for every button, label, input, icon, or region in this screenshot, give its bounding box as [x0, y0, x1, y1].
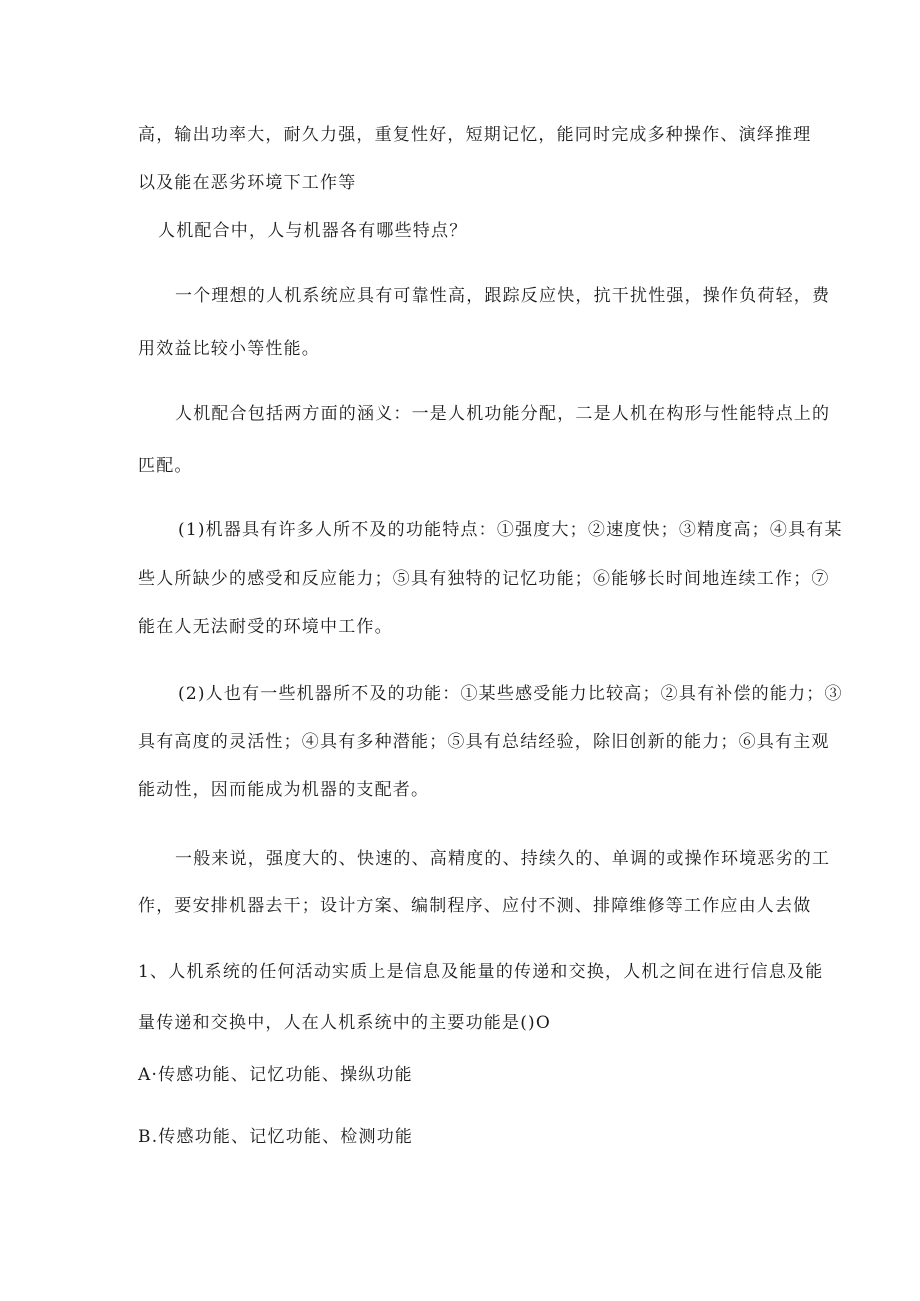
paragraph-line: 能动性，因而能成为机器的支配者。	[138, 780, 430, 800]
paragraph-line: (2)人也有一些机器所不及的功能：①某些感受能力比较高；②具有补偿的能力；③	[178, 684, 843, 704]
paragraph-line: 高，输出功率大，耐久力强，重复性好，短期记忆，能同时完成多种操作、演绎推理	[138, 125, 812, 145]
option-b: B.传感功能、记忆功能、检测功能	[138, 1127, 414, 1147]
paragraph-line: 人机配合包括两方面的涵义：一是人机功能分配，二是人机在构形与性能特点上的	[175, 404, 831, 424]
paragraph-line: 用效益比较小等性能。	[138, 339, 320, 359]
paragraph-line: 以及能在恶劣环境下工作等	[138, 173, 357, 193]
paragraph-line: 些人所缺少的感受和反应能力；⑤具有独特的记忆功能；⑥能够长时间地连续工作；⑦	[138, 569, 830, 589]
section-question: 人机配合中，人与机器各有哪些特点？	[158, 221, 468, 241]
paragraph-line: 能在人无法耐受的环境中工作。	[138, 617, 393, 637]
paragraph-line: 匹配。	[138, 456, 193, 476]
paragraph-line: 一般来说，强度大的、快速的、高精度的、持续久的、单调的或操作环境恶劣的工	[175, 849, 831, 869]
question-text: 1、人机系统的任何活动实质上是信息及能量的传递和交换，人机之间在进行信息及能	[138, 962, 824, 982]
paragraph-line: 具有高度的灵活性；④具有多种潜能；⑤具有总结经验，除旧创新的能力；⑥具有主观	[138, 732, 830, 752]
question-text: 量传递和交换中，人在人机系统中的主要功能是()O	[138, 1013, 552, 1033]
paragraph-line: (1)机器具有许多人所不及的功能特点：①强度大；②速度快；③精度高；④具有某	[178, 520, 843, 540]
option-a: A·传感功能、记忆功能、操纵功能	[138, 1065, 413, 1085]
paragraph-line: 一个理想的人机系统应具有可靠性高，跟踪反应快，抗干扰性强，操作负荷轻，费	[175, 286, 831, 306]
paragraph-line: 作，要安排机器去干；设计方案、编制程序、应付不测、排障维修等工作应由人去做	[138, 896, 812, 916]
